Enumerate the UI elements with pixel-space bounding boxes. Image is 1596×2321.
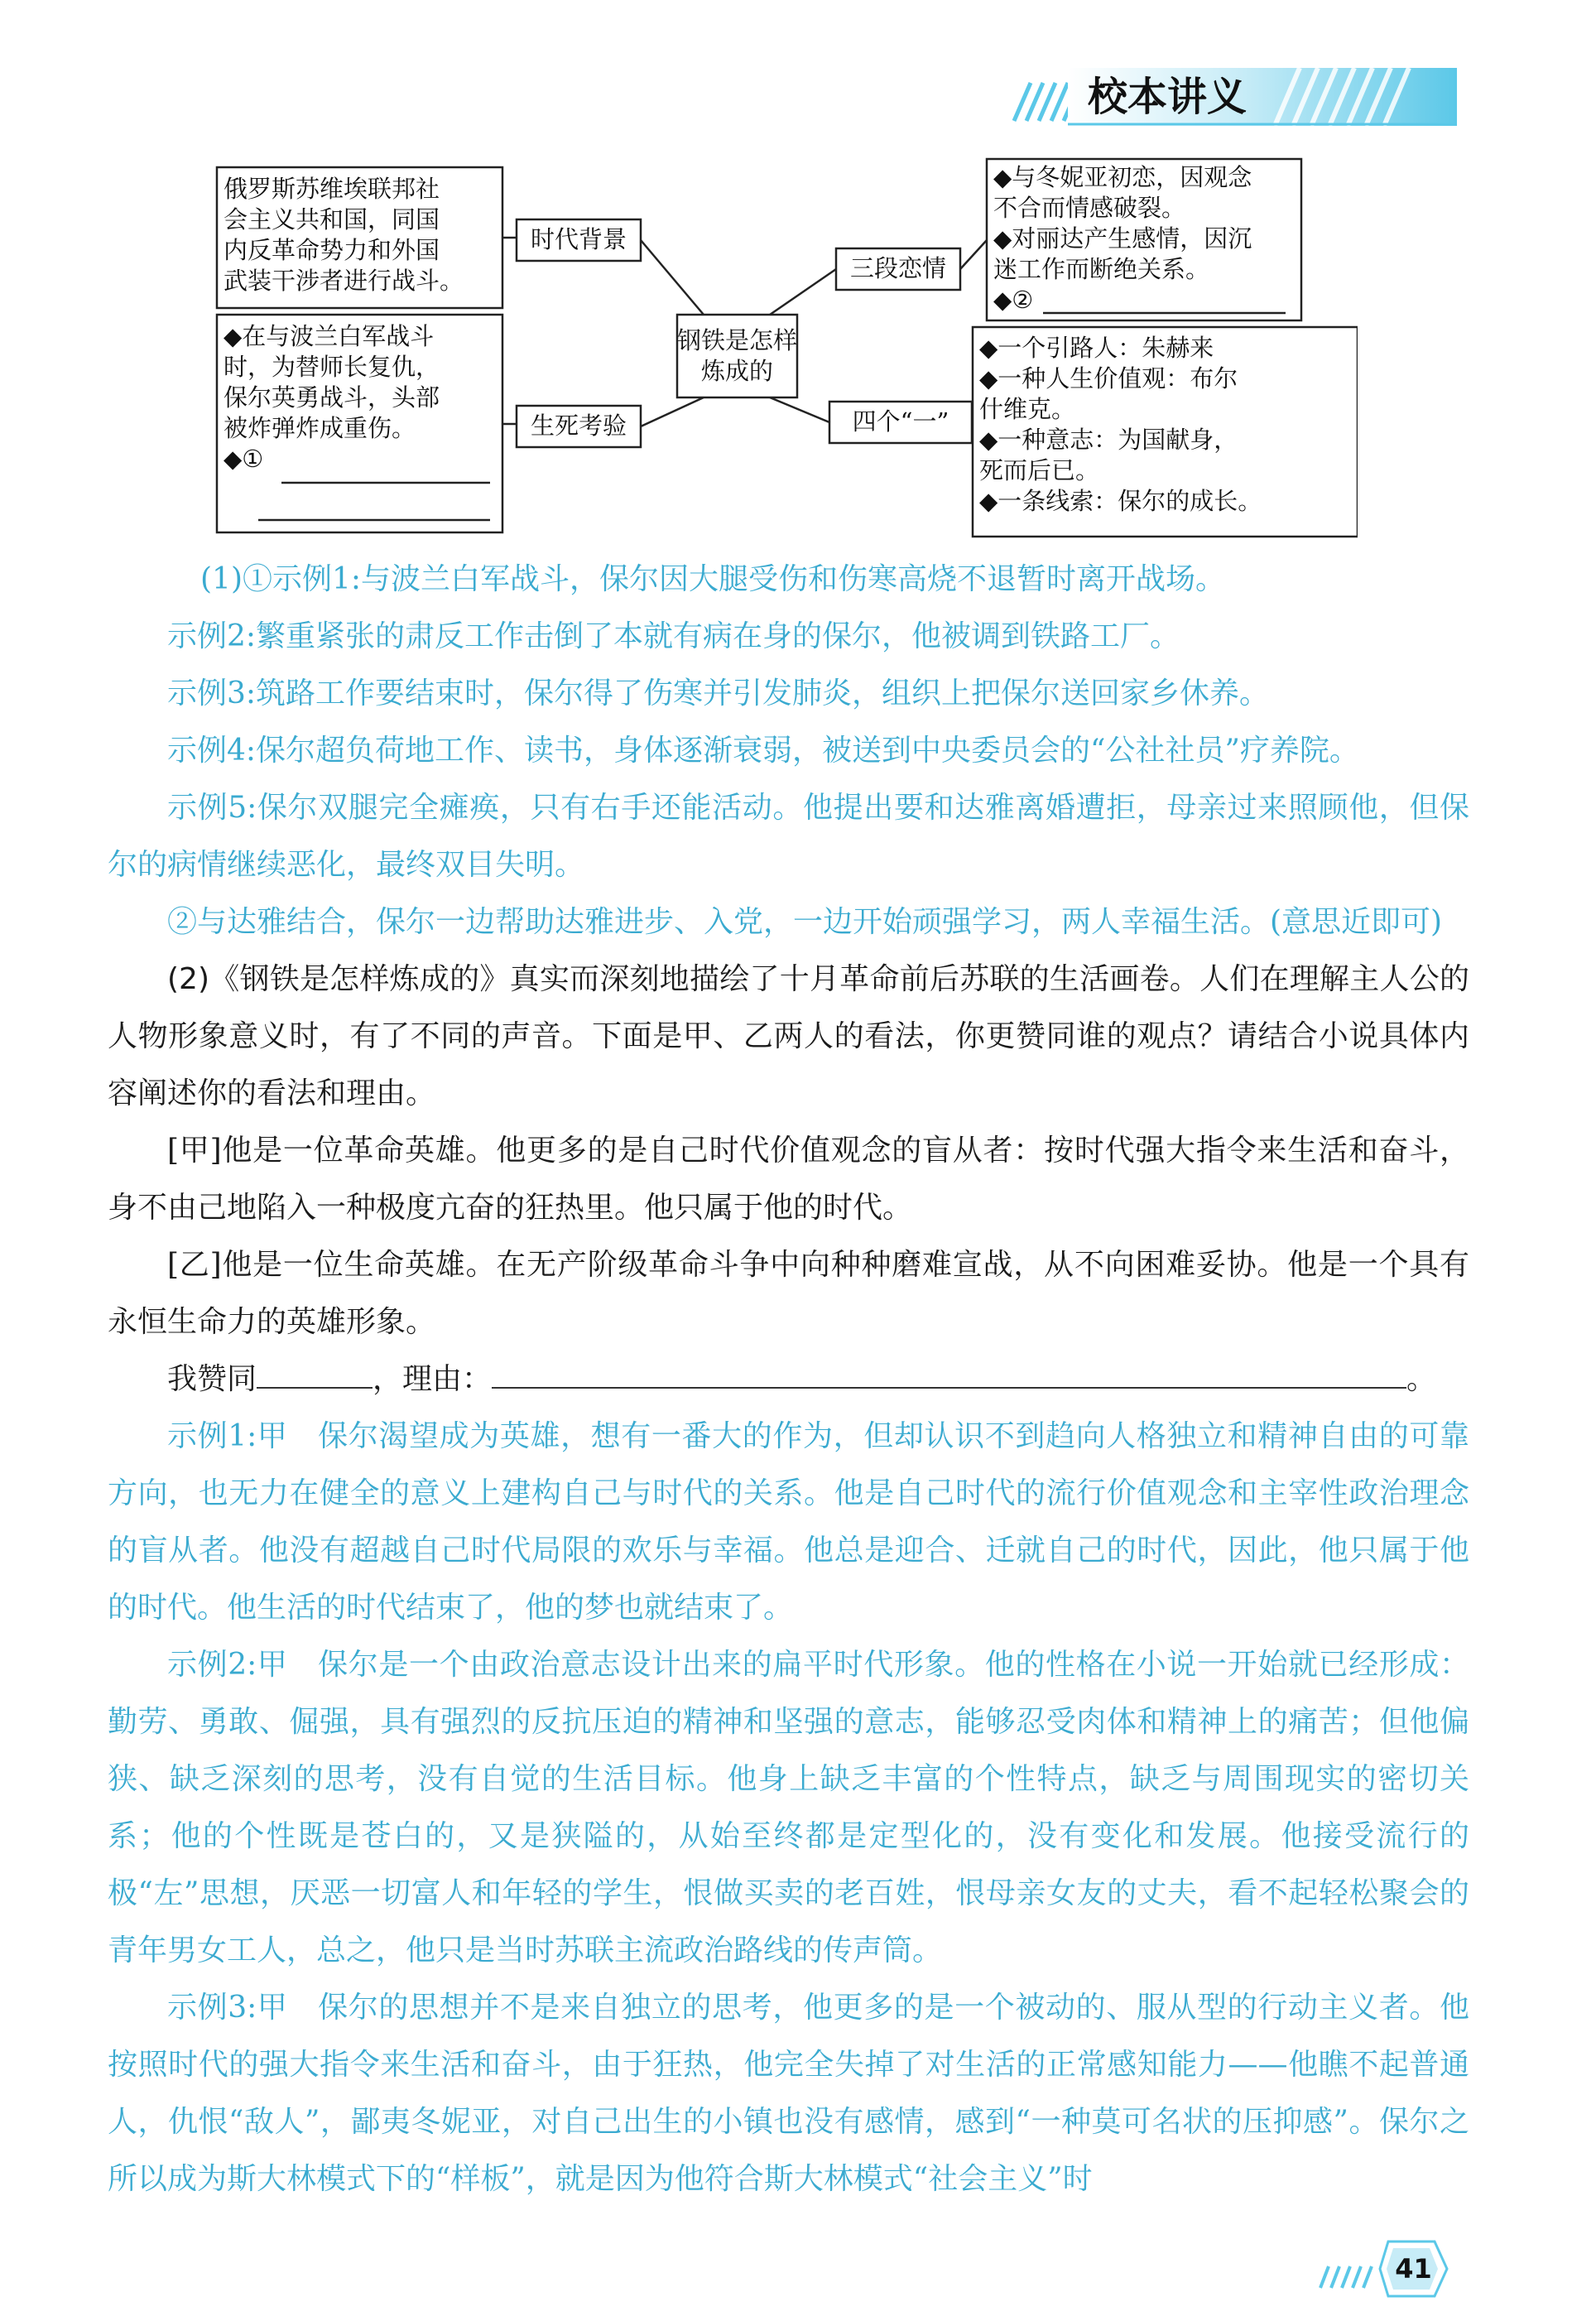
header-title: 校本讲义 [1087,74,1247,120]
four-ones-line: 死而后已。 [979,456,1100,484]
four-ones-line: ◆一个引路人：朱赫来 [979,334,1214,362]
love-line: 不合而情感破裂。 [993,194,1186,222]
answer-1-example-2: 示例2:繁重紧张的肃反工作击倒了本就有病在身的保尔，他被调到铁路工厂。 [167,619,1180,653]
answer-1-example-1: (1)①示例1:与波兰白军战斗，保尔因大腿受伤和伤寒高烧不退暂时离开战场。 [200,562,1226,596]
fill-in-line [108,1351,1469,1408]
four-ones-line: ◆一条线索：保尔的成长。 [979,487,1262,515]
love-line: ◆对丽达产生感情，因沉 [993,224,1252,253]
love-box [993,162,1252,315]
fill-mid: ，理由： [373,1362,493,1396]
background-line: 俄罗斯苏维埃联邦社 [224,175,440,203]
agree-blank[interactable] [257,1359,373,1389]
answer-1-part-2: ②与达雅结合，保尔一边帮助达雅进步、入党，一边开始顽强学习，两人幸福生活。(意思近即可) [167,905,1443,939]
answer-1-example-5: 示例5:保尔双腿完全瘫痪，只有右手还能活动。他提出要和达雅离婚遭拒，母亲过来照顾他，但保尔的病情继续恶化，最终双目失明。 [108,791,1469,882]
example-1: 示例1:甲 保尔渴望成为英雄，想有一番大的作为，但却认识不到趋向人格独立和精神自由的可靠方向，也无力在健全的意义上建构自己与时代的关系。他是自己时代的流行价值观念和主宰性政治理念的盲从者。他没有超越自己时代局限的欢乐与幸福。他总是迎合、迁就自己的时代，因此，他只属于他的时代。他生活的时代结束了，他的梦也就结束了。 [108,1419,1469,1625]
quote-yi: [乙]他是一位生命英雄。在无产阶级革命斗争中向种种磨难宣战，从不向困难妥协。他是一个具有永恒生命力的英雄形象。 [108,1248,1469,1339]
fill-prefix: 我赞同 [167,1362,257,1396]
life-death-line: 时，为替师长复仇， [224,353,440,381]
life-death-line: 被炸弹炸成重伤。 [224,414,416,442]
background-box [224,174,464,296]
life-death-line: ◆① [224,445,264,473]
four-ones-box [979,333,1262,517]
background-line: 内反革命势力和外国 [224,236,440,264]
page-number: 41 [1395,2253,1432,2285]
four-ones-label: 四个“一” [852,407,949,436]
background-line: 会主义共和国，同国 [224,205,440,234]
answer-1-example-4: 示例4:保尔超负荷地工作、读书，身体逐渐衰弱，被送到中央委员会的“公社社员”疗养院。 [167,734,1359,768]
example-3: 示例3:甲 保尔的思想并不是来自独立的思考，他更多的是一个被动的、服从型的行动主义者。他按照时代的强大指令来生活和奋斗，由于狂热，他完全失掉了对生活的正常感知能力——他瞧不起普通人，仇恨“敌人”，鄙夷冬妮亚，对自己出生的小镇也没有感情，感到“一种莫可名状的压抑感”。保尔之所以成为斯大林模式下的“样板”，就是因为他符合斯大林模式“社会主义”时 [108,1991,1469,2196]
love-label: 三段恋情 [849,254,946,282]
center-line: 炼成的 [700,357,773,385]
quote-jia: [甲]他是一位革命英雄。他更多的是自己时代价值观念的盲从者：按时代强大指令来生活和奋斗，身不由己地陷入一种极度亢奋的狂热里。他只属于他的时代。 [108,1134,1469,1225]
fill-end: 。 [1406,1362,1437,1396]
question-2: (2)《钢铁是怎样炼成的》真实而深刻地描绘了十月革命前后苏联的生活画卷。人们在理解主人公的人物形象意义时，有了不同的声音。下面是甲、乙两人的看法，你更赞同谁的观点？请结合小说具体内容阐述你的看法和理由。 [108,962,1469,1110]
background-line: 武装干涉者进行战斗。 [224,267,464,295]
love-line: ◆与冬妮亚初恋，因观念 [993,163,1252,191]
life-death-line: ◆在与波兰白军战斗 [224,322,435,350]
example-2: 示例2:甲 保尔是一个由政治意志设计出来的扁平时代形象。他的性格在小说一开始就已经形成：勤劳、勇敢、倔强，具有强烈的反抗压迫的精神和坚强的意志，能够忍受肉体和精神上的痛苦；但他偏狭、缺乏深刻的思考，没有自觉的生活目标。他身上缺乏丰富的个性特点，缺乏与周围现实的密切关系；他的个性既是苍白的，又是狭隘的，从始至终都是定型化的，没有变化和发展。他接受流行的极“左”思想，厌恶一切富人和年轻的学生，恨做买卖的老百姓，恨母亲女友的丈夫，看不起轻松聚会的青年男女工人，总之，他只是当时苏联主流政治路线的传声筒。 [108,1648,1469,1967]
background-label: 时代背景 [530,225,627,253]
answer-1-example-3: 示例3:筑路工作要结束时，保尔得了伤寒并引发肺炎，组织上把保尔送回家乡休养。 [167,677,1270,710]
life-death-label: 生死考验 [530,412,627,440]
love-line: 迷工作而断绝关系。 [993,255,1210,283]
four-ones-line: ◆一种意志：为国献身， [979,426,1238,454]
mind-map [215,157,1358,538]
love-line: ◆② [993,286,1034,314]
life-death-box [224,321,440,474]
reason-blank[interactable] [492,1359,1406,1389]
four-ones-line: 什维克。 [979,395,1076,423]
life-death-line: 保尔英勇战斗，头部 [224,383,440,412]
four-ones-line: ◆一种人生价值观：布尔 [979,364,1238,392]
center-line: 钢铁是怎样 [677,326,798,354]
center-node [677,325,797,387]
page-number-stripes [1316,2265,1378,2290]
